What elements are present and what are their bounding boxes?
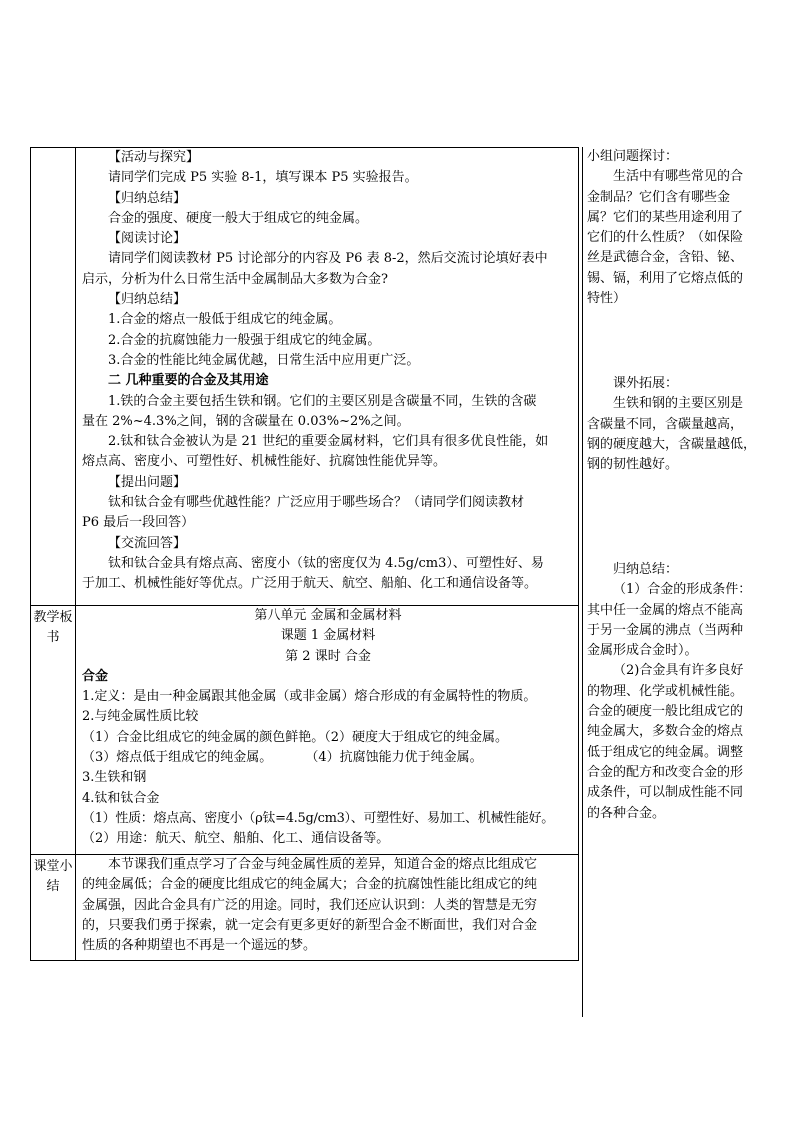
- activity-label-cell: [31, 148, 76, 606]
- board-unit-title: 第八单元 金属和金属材料: [254, 608, 402, 623]
- iron-alloy-text-2: 量在 2%~4.3%之间，钢的含碳量在 0.03%~2%之间。: [82, 413, 410, 429]
- side-discussion-line: 金制品？它们含有哪些金: [587, 189, 731, 205]
- answer-text-1: 钛和钛合金具有熔点高、密度小（钛的密度仅为 4.5g/cm3）、可塑性好、易: [108, 555, 544, 571]
- summary-line-1: 本节课我们重点学习了合金与纯金属性质的差异，知道合金的熔点比组成它: [108, 857, 538, 872]
- summary-label: 课堂小结: [31, 855, 76, 961]
- board-content: [76, 606, 579, 855]
- board-item-5: 3.生铁和钢: [82, 770, 147, 786]
- side-extension: [587, 374, 787, 475]
- summary-line-2: 的纯金属低；合金的硬度比组成它的纯金属大；合金的抗腐蚀性能比组成它的纯: [82, 877, 538, 893]
- summary-item-3: 3.合金的性能比纯金属优越，日常生活中应用更广泛。: [108, 352, 420, 368]
- summary-item-2: 2.合金的抗腐蚀能力一般强于组成它的纯金属。: [108, 332, 381, 348]
- side-discussion-title: 小组问题探讨：: [587, 149, 679, 164]
- heading-activity: 【活动与探究】: [108, 150, 200, 165]
- side-conclusion-line: 低于组成它的纯金属。调整: [587, 744, 744, 760]
- side-extension-line: 钢的硬度越大，含碳量越低，: [587, 436, 757, 452]
- side-extension-line: 钢的韧性越好。: [587, 457, 679, 473]
- reading-text-2: 启示，分析为什么日常生活中金属制品大多数为合金?: [82, 271, 388, 287]
- titanium-text-1: 2.钛和钛合金被认为是 21 世纪的重要金属材料，它们具有很多优良性能，如: [108, 434, 549, 450]
- board-item-1: 1.定义：是由一种金属跟其他金属（或非金属）熔合形成的有金属特性的物质。: [82, 689, 537, 705]
- board-topic-title: 课题 1 金属材料: [280, 628, 376, 644]
- heading-question: 【提出问题】: [108, 474, 187, 490]
- side-conclusion-line: 合金的硬度一般比组成它的: [587, 704, 744, 720]
- section-heading-2: 二 几种重要的合金及其用途: [108, 373, 269, 389]
- board-lesson-title: 第 2 课时 合金: [285, 648, 371, 664]
- side-extension-title: 课外拓展：: [613, 376, 679, 391]
- heading-summary-1: 【归纳总结】: [108, 190, 187, 206]
- side-discussion-line: 它们的什么性质？（如保险: [587, 230, 744, 246]
- side-column-divider: [582, 147, 583, 1017]
- heading-reading: 【阅读讨论】: [108, 231, 187, 247]
- answer-text-2: 于加工、机械性能好等优点。广泛用于航天、航空、船舶、化工和通信设备等。: [82, 576, 538, 592]
- summary-text-1: 合金的强度、硬度一般大于组成它的纯金属。: [108, 210, 369, 226]
- side-conclusion-line: 合金的配方和改变合金的形: [587, 764, 744, 780]
- side-group-discussion: [587, 147, 787, 309]
- board-item-7: （1）性质：熔点高、密度小（ρ钛=4.5g/cm3）、可塑性好、易加工、机械性能好。: [82, 810, 554, 826]
- side-conclusion: [587, 560, 787, 824]
- side-conclusion-line: 的物理、化学或机械性能。: [587, 683, 744, 699]
- board-item-6: 4.钛和钛合金: [82, 790, 160, 806]
- side-extension-line: 含碳量不同，含碳量越高，: [587, 416, 744, 432]
- board-label: 教学板书: [31, 606, 76, 855]
- heading-summary-2: 【归纳总结】: [108, 292, 187, 308]
- side-conclusion-line: 的各种合金。: [587, 805, 666, 821]
- side-conclusion-line: （1）合金的形成条件：: [613, 582, 752, 598]
- side-conclusion-line: 成条件，可以制成性能不同: [587, 785, 744, 801]
- summary-line-5: 性质的各种期望也不再是一个遥远的梦。: [82, 938, 317, 954]
- question-text-2: P6 最后一段回答）: [82, 515, 195, 531]
- heading-answer: 【交流回答】: [108, 535, 187, 551]
- side-conclusion-line: 其中任一金属的熔点不能高: [587, 602, 744, 618]
- board-item-4: （3）熔点低于组成它的纯金属。 （4）抗腐蚀能力优于纯金属。: [82, 750, 483, 766]
- side-conclusion-line: 金属形成合金时）。: [587, 643, 698, 659]
- summary-line-3: 金属强，因此合金具有广泛的用途。同时，我们还应认识到：人类的智慧是无穷: [82, 897, 538, 913]
- summary-line-4: 的，只要我们勇于探索，就一定会有更多更好的新型合金不断面世，我们对合金: [82, 917, 538, 933]
- board-row: [31, 606, 579, 855]
- side-conclusion-title: 归纳总结：: [613, 562, 679, 577]
- board-heading-alloy: 合金: [82, 668, 109, 684]
- reading-text-1: 请同学们阅读教材 P5 讨论部分的内容及 P6 表 8-2，然后交流讨论填好表中: [108, 251, 548, 267]
- activity-row: [31, 148, 579, 606]
- activity-text: 请同学们完成 P5 实验 8-1，填写课本 P5 实验报告。: [108, 170, 418, 186]
- question-text-1: 钛和钛合金有哪些优越性能？广泛应用于哪些场合？（请同学们阅读教材: [108, 495, 525, 511]
- titanium-text-2: 熔点高、密度小、可塑性好、机械性能好、抗腐蚀性能优异等。: [82, 454, 447, 470]
- board-item-2: 2.与纯金属性质比较: [82, 709, 199, 725]
- lesson-table: [30, 147, 579, 961]
- side-discussion-line: 丝是武德合金，含铅、铋、: [587, 250, 744, 266]
- summary-content: [76, 855, 579, 961]
- board-item-3: （1）合金比组成它的纯金属的颜色鲜艳。（2）硬度大于组成它的纯金属。: [82, 729, 509, 745]
- side-discussion-line: 锡、镉，利用了它熔点低的: [587, 270, 744, 286]
- iron-alloy-text-1: 1.铁的合金主要包括生铁和钢。它们的主要区别是含碳量不同，生铁的含碳: [108, 393, 537, 409]
- summary-item-1: 1.合金的熔点一般低于组成它的纯金属。: [108, 312, 342, 328]
- side-discussion-line: 属？它们的某些用途利用了: [587, 209, 744, 225]
- side-conclusion-line: （2)合金具有许多良好: [613, 663, 744, 679]
- activity-content: [76, 148, 579, 606]
- side-discussion-line: 特性）: [587, 291, 627, 307]
- side-conclusion-line: 纯金属大，多数合金的熔点: [587, 724, 744, 740]
- side-discussion-line: 生活中有哪些常见的合: [613, 169, 744, 185]
- board-item-8: （2）用途：航天、航空、船舶、化工、通信设备等。: [82, 831, 390, 847]
- side-conclusion-line: 于另一金属的沸点（当两种: [587, 622, 744, 638]
- side-extension-line: 生铁和钢的主要区别是: [613, 396, 744, 412]
- summary-row: [31, 855, 579, 961]
